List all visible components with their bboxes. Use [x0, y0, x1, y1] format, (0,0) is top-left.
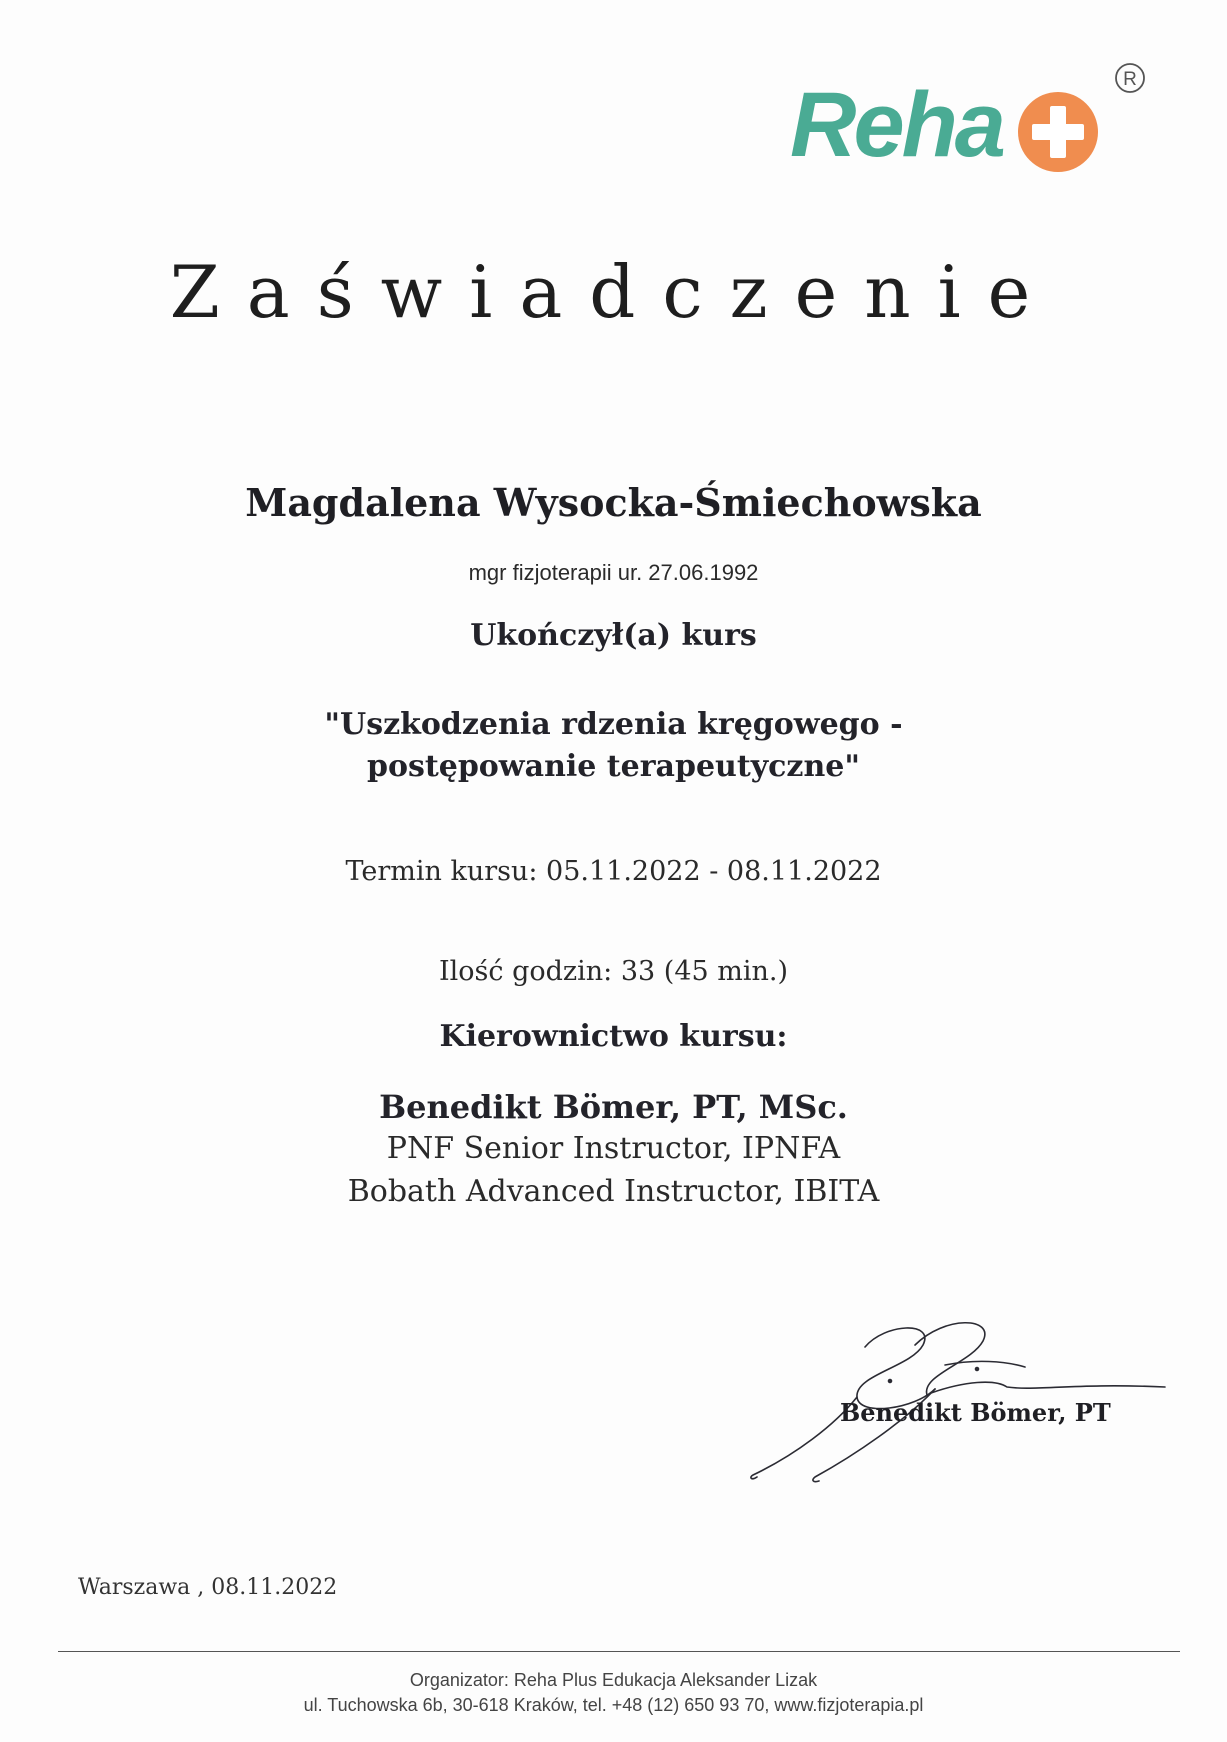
handwritten-signature: [745, 1305, 1185, 1485]
signature-name: Benedikt Bömer, PT: [840, 1398, 1111, 1427]
course-leadership-label: Kierownictwo kursu:: [439, 1019, 788, 1054]
course-title-line-1: "Uszkodzenia rdzenia kręgowego -: [324, 707, 903, 742]
course-title-line-2: postępowanie terapeutyczne": [367, 749, 860, 784]
course-leader-role-2: Bobath Advanced Instructor, IBITA: [347, 1174, 880, 1209]
course-term: Termin kursu: 05.11.2022 - 08.11.2022: [345, 856, 882, 887]
reha-plus-logo: [790, 60, 1170, 190]
course-hours: Ilość godzin: 33 (45 min.): [438, 956, 789, 987]
place-and-date: Warszawa , 08.11.2022: [78, 1575, 338, 1600]
registered-mark-letter: R: [1123, 69, 1137, 90]
recipient-name: Magdalena Wysocka-Śmiechowska: [245, 480, 982, 525]
course-leader-role-1: PNF Senior Instructor, IPNFA: [386, 1131, 841, 1166]
footer-organizer: Organizator: Reha Plus Edukacja Aleksander Lizak: [409, 1670, 818, 1690]
logo-text: Reha: [790, 74, 1003, 176]
footer-divider: [58, 1651, 1180, 1652]
course-title: [0, 704, 1227, 788]
completed-course-label: Ukończył(a) kurs: [470, 618, 757, 653]
recipient-qualification: mgr fizjoterapii ur. 27.06.1992: [468, 560, 759, 585]
course-leader-name: Benedikt Bömer, PT, MSc.: [379, 1088, 848, 1126]
certificate-title: Zaświadczenie: [169, 250, 1058, 334]
footer-address: ul. Tuchowska 6b, 30-618 Kraków, tel. +48 (12) 650 93 70, www.fizjoterapia.pl: [303, 1695, 924, 1715]
